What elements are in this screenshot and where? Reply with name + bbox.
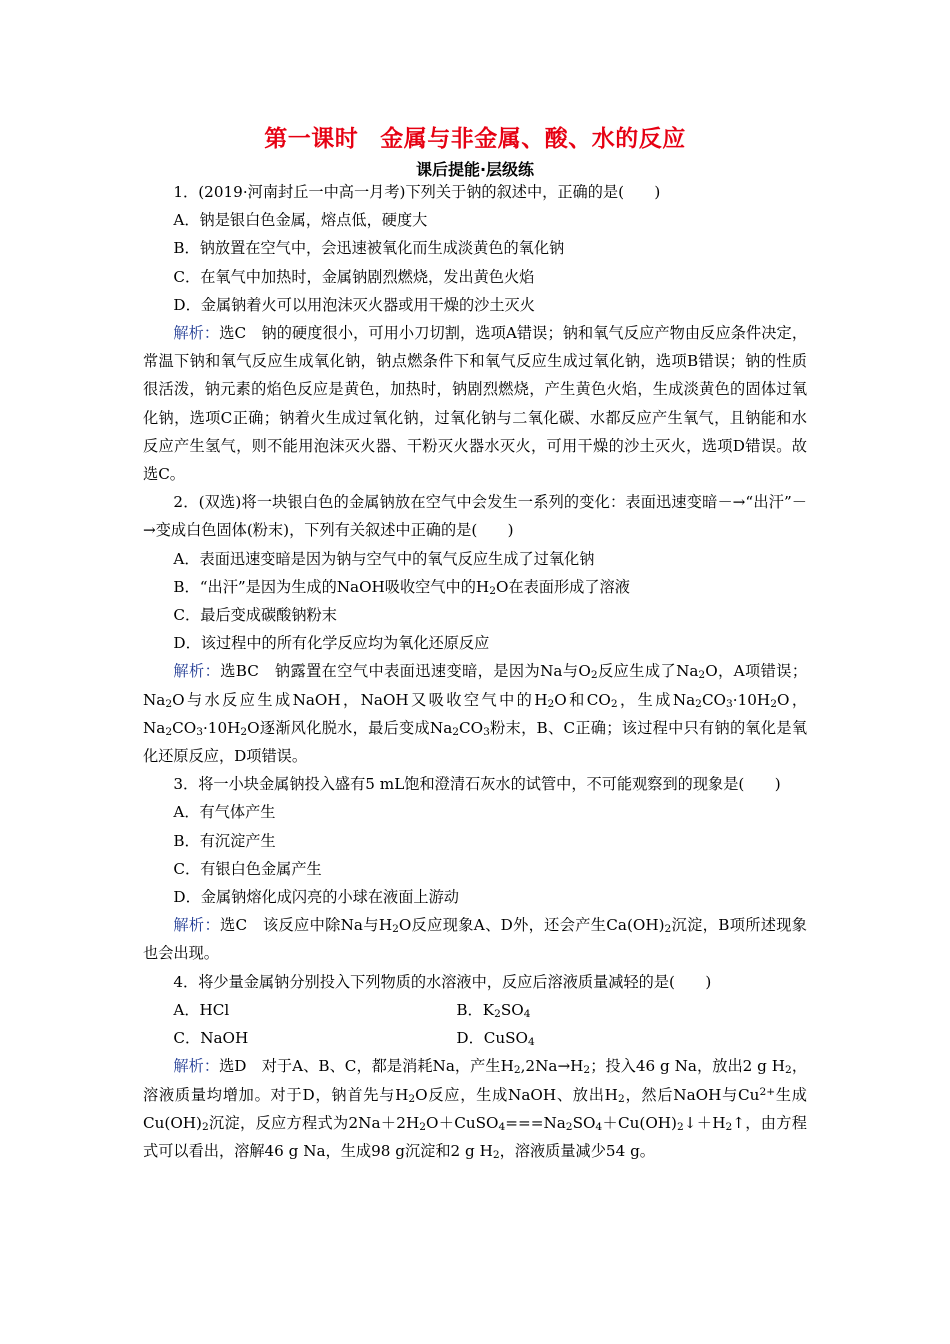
analysis-label: 解析： [173, 324, 220, 343]
question-2-option-d: D．该过程中的所有化学反应均为氧化还原反应 [173, 634, 490, 653]
lesson-topic: 金属与非金属、酸、水的反应 [380, 126, 686, 152]
page-subtitle: 课后提能·层级练 [415, 160, 535, 179]
question-1-option-b: B．钠放置在空气中，会迅速被氧化而生成淡黄色的氧化钠 [173, 239, 565, 258]
page-title [0, 120, 950, 153]
question-3-option-d: D．金属钠熔化成闪亮的小球在液面上游动 [173, 888, 459, 907]
question-2-option-b: B．“出汗”是因为生成的NaOH吸收空气中的$H_2O$在表面形成了溶液 [173, 577, 630, 597]
analysis-label: 解析： [173, 1057, 220, 1076]
analysis-label: 解析： [173, 916, 220, 935]
question-4-stem: 4．将少量金属钠分别投入下列物质的水溶液中，反应后溶液质量减轻的是( ) [173, 972, 712, 991]
question-1-analysis [143, 319, 807, 488]
question-3-option-c: C．有银白色金属产生 [173, 859, 322, 878]
question-3-option-a: A．有气体产生 [173, 803, 276, 822]
question-1-option-a: A．钠是银白色金属，熔点低，硬度大 [173, 211, 428, 230]
question-4-analysis: 解析：选D 对于A、B、C，都是消耗Na，产生$H_2,2Na\to H_2$；投入46 g Na，放出2 g $H_2$，溶液质量均增加。对于D，钠首先与$H_2O$反应，生成NaOH、放出$H_2$，然后NaOH与$Cu^{2+}$生成$Cu(OH)_2$沉淀，反应方程式为$2Na+2H_2O+CuSO_4===Na_2SO_4+Cu(OH)_2↓+H_2↑$，由方程式可以看出，溶解46 g Na，生成98 g沉淀和2 g $H_2$，溶液质量减少54 g。 [143, 1057, 808, 1162]
question-4-option-c: C．NaOH [173, 1029, 249, 1048]
analysis-text: 选C 钠的硬度很小，可用小刀切割，选项A错误；钠和氧气反应产物由反应条件决定，常温下钠和氧气反应生成氧化钠，钠点燃条件下和氧气反应生成过氧化钠，选项B错误；钠的性质很活泼，钠元素的焰色反应是黄色，加热时，钠剧烈燃烧，产生黄色火焰，生成淡黄色的固体过氧化钠，选项C正确；钠着火生成过氧化钠，过氧化钠与二氧化碳、水都反应产生氧气，且钠能和水反应产生氢气，则不能用泡沫灭火器、干粉灭火器水灭火，可用干燥的沙土灭火，选项D错误。故选C。 [143, 324, 808, 484]
question-1-option-d: D．金属钠着火可以用泡沫灭火器或用干燥的沙土灭火 [173, 295, 535, 314]
question-3-analysis: 解析：选C 该反应中除Na与$H_2O$反应现象A、D外，还会产生$Ca(OH)_2$沉淀，B项所述现象也会出现。 [143, 916, 807, 963]
question-4-options-ab [143, 996, 807, 1024]
question-4-options-cd [143, 1024, 807, 1052]
question-1-option-c: C．在氧气中加热时，金属钠剧烈燃烧，发出黄色火焰 [173, 267, 535, 286]
question-1-stem: 1．(2019·河南封丘一中高一月考)下列关于钠的叙述中，正确的是( ) [173, 183, 661, 201]
question-2-analysis: 解析：选BC 钠露置在空气中表面迅速变暗，是因为Na与$O_2$反应生成了$Na_2O$，A项错误；$Na_2O$与水反应生成NaOH，NaOH又吸收空气中的$H_2O$和$CO_2$，生成$Na_2CO_3\cdot 10H_2O$，$Na_2CO_3\cdot 10H_2O$逐渐风化脱水，最后变成$Na_2CO_3$粉末，B、C正确；该过程中只有钠的氧化是氧化还原反应，D项错误。 [143, 662, 808, 766]
question-3-stem: 3．将一小块金属钠投入盛有5 mL饱和澄清石灰水的试管中，不可能观察到的现象是( ) [173, 775, 781, 794]
analysis-label: 解析： [173, 662, 221, 681]
question-2-option-c: C．最后变成碳酸钠粉末 [173, 606, 337, 625]
question-2-option-a: A．表面迅速变暗是因为钠与空气中的氧气反应生成了过氧化钠 [173, 549, 595, 568]
question-3-option-b: B．有沉淀产生 [173, 831, 276, 850]
question-2-stem: 2．(双选)将一块银白色的金属钠放在空气中会发生一系列的变化：表面迅速变暗－→“出汗”－→变成白色固体(粉末)，下列有关叙述中正确的是( ) [143, 493, 807, 540]
question-4-option-a: A．HCl [173, 1000, 230, 1019]
question-4-option-d: D．CuSO$_4$ [456, 1029, 535, 1049]
question-4-option-b: B．$K_2SO_4$ [456, 1000, 531, 1021]
exercise-content [143, 178, 807, 1165]
lesson-label: 第一课时 [264, 126, 359, 152]
